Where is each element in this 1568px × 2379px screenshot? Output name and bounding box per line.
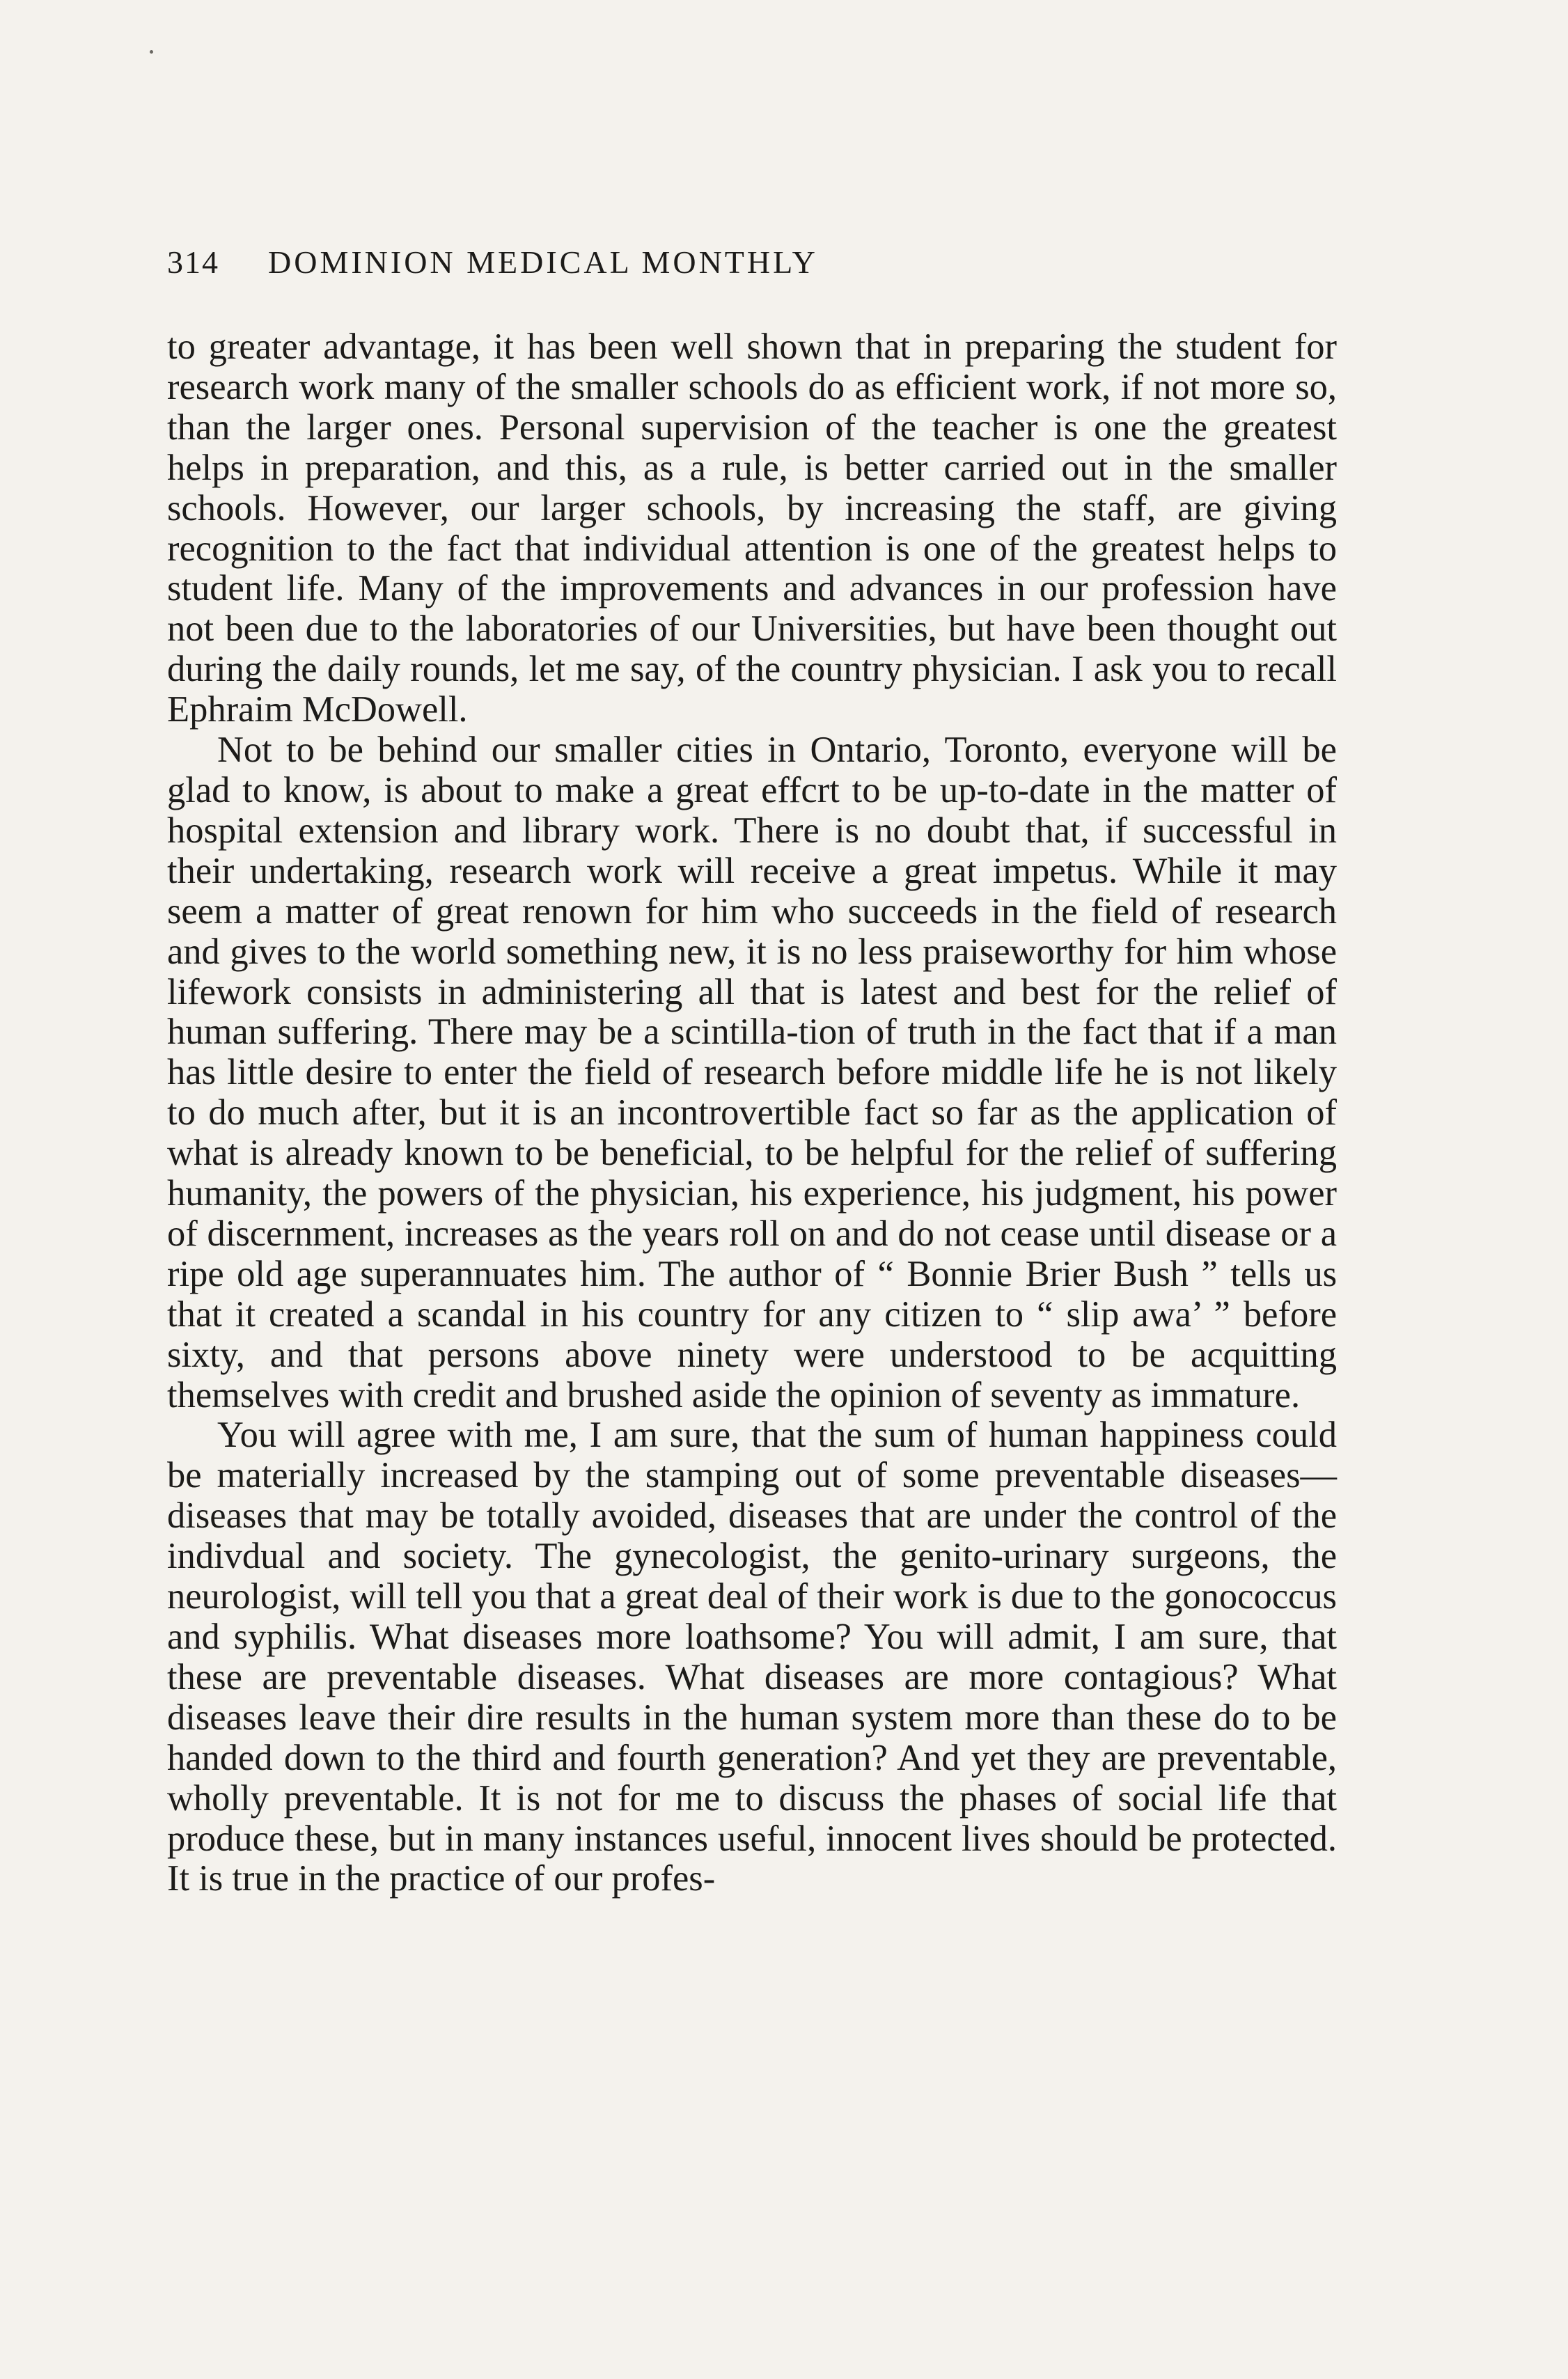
running-header xyxy=(167,244,1337,292)
paragraph-preventable-diseases: You will agree with me, I am sure, that the sum of human happiness could be materially increased by the stamping out of some preventable diseases—diseases that may be totally avoided, diseases that are under the control of the indivdual and society. The gynecologist, the genito-urinary surgeons, the neurologist, will tell you that a great deal of their work is due to the gonococcus and syphilis. What diseases more loathsome? You will admit, I am sure, that these are preventable diseases. What diseases are more contagious? What diseases leave their dire results in the human system more than these do to be handed down to the third and fourth generation? And yet they are preventable, wholly preventable. It is not for me to discuss the phases of social life that produce these, but in many instances useful, innocent lives should be protected. It is true in the practice of our profes- xyxy=(167,1415,1337,1899)
paragraph-continued: to greater advantage, it has been well shown that in preparing the student for research work many of the smaller schools do as efficient work, if not more so, than the larger ones. Personal supervision of the teacher is one the greatest helps in preparation, and this, as a rule, is better carried out in the smaller schools. However, our larger schools, by increasing the staff, are giving recognition to the fact that individual attention is one of the greatest helps to student life. Many of the improvements and advances in our profession have not been due to the laboratories of our Universities, but have been thought out during the daily rounds, let me say, of the country physician. I ask you to recall Ephraim McDowell. xyxy=(167,327,1337,730)
ink-speck xyxy=(150,50,153,54)
running-title: DOMINION MEDICAL MONTHLY xyxy=(268,244,818,280)
paragraph-toronto: Not to be behind our smaller cities in Ontario, Toronto, everyone will be glad to know, is about to make a great effcrt to be up-to-date in the matter of hospital extension and library work. There is no doubt that, if successful in their undertaking, research work will receive a great impetus. While it may seem a matter of great renown for him who succeeds in the field of research and gives to the world something new, it is no less praiseworthy for him whose lifework consists in administering all that is latest and best for the relief of human suffering. There may be a scintilla-tion of truth in the fact that if a man has little desire to enter the field of research before middle life he is not likely to do much after, but it is an incontrovertible fact so far as the application of what is already known to be beneficial, to be helpful for the relief of suffering humanity, the powers of the physician, his experience, his judgment, his power of discernment, increases as the years roll on and do not cease until disease or a ripe old age superannuates him. The author of “ Bonnie Brier Bush ” tells us that it created a scandal in his country for any citizen to “ slip awa’ ” before sixty, and that persons above ninety were understood to be acquitting themselves with credit and brushed aside the opinion of seventy as immature. xyxy=(167,730,1337,1415)
article-body xyxy=(167,327,1337,1899)
page-number: 314 xyxy=(167,244,219,280)
